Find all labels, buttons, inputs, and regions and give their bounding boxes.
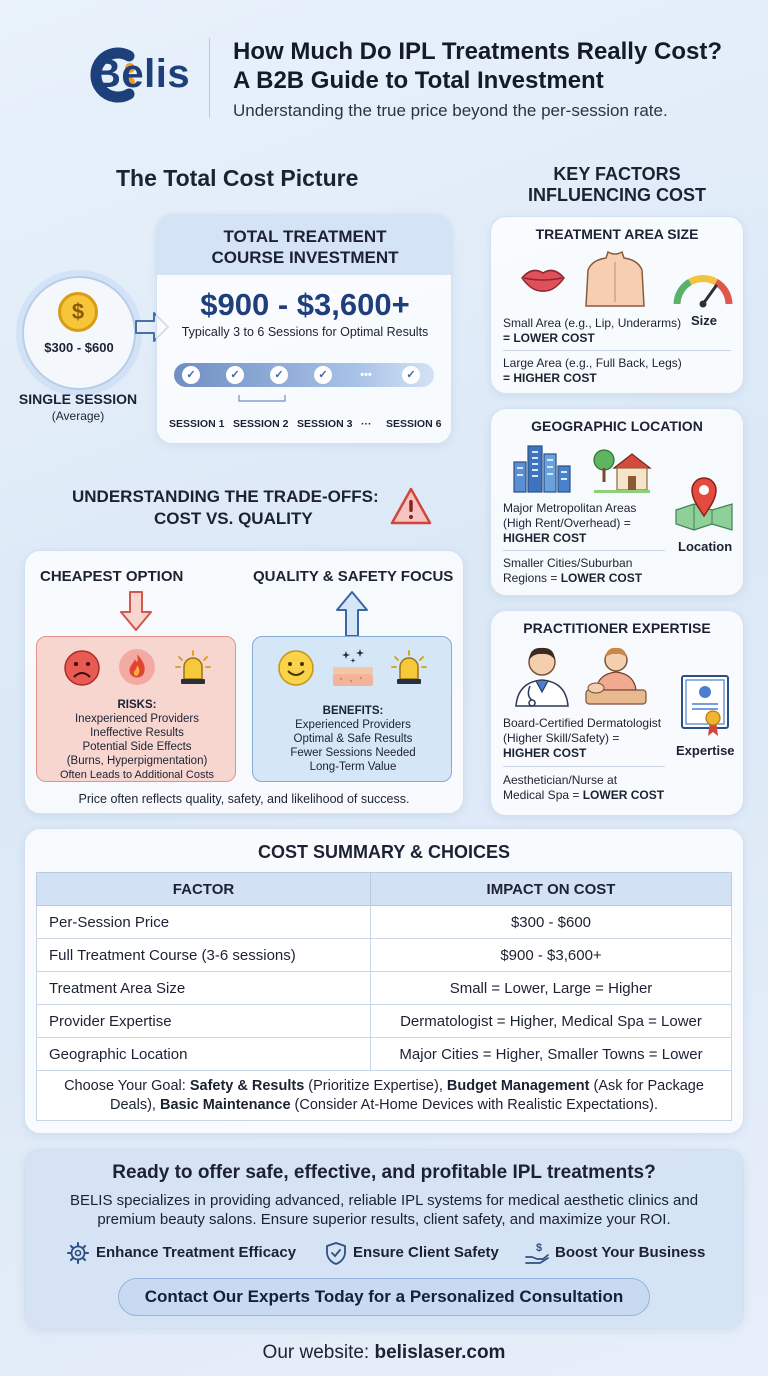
benefit-item: Fewer Sessions Needed xyxy=(290,747,416,759)
table-row xyxy=(37,906,732,939)
website-label: Our website: xyxy=(262,1342,375,1363)
total-cost-title: The Total Cost Picture xyxy=(116,165,359,191)
cheapest-option-title: CHEAPEST OPTION xyxy=(40,568,184,585)
gear-icon xyxy=(67,1242,89,1264)
smooth-skin-icon xyxy=(331,647,375,689)
table-row xyxy=(37,939,732,972)
goal-budget: Budget Management xyxy=(446,1078,590,1094)
expertise-nurse-text: Aesthetician/Nurse at xyxy=(503,773,618,787)
table-row xyxy=(37,1038,732,1071)
session-label: SESSION 6 xyxy=(386,418,442,430)
session-ellipsis: ··· xyxy=(361,418,372,430)
goal-note-text: Deals), xyxy=(110,1097,160,1113)
area-small-cost: = LOWER COST xyxy=(503,331,595,345)
investment-note: Typically 3 to 6 Sessions for Optimal Results xyxy=(181,325,429,339)
risk-item: Often Leads to Additional Costs xyxy=(59,769,215,781)
cost-summary-title: COST SUMMARY & CHOICES xyxy=(257,842,511,862)
sad-face-icon xyxy=(63,649,101,687)
table-header-impact: IMPACT ON COST xyxy=(371,873,732,906)
single-session-sub: (Average) xyxy=(51,409,105,423)
tradeoffs-footer: Price often reflects quality, safety, and likelihood of success. xyxy=(78,792,410,806)
expertise-nurse-row xyxy=(503,788,664,803)
goal-note-text: (Consider At-Home Devices with Realistic Expectations). xyxy=(290,1097,658,1113)
nurse-icon xyxy=(580,644,652,708)
goal-note-text: (Prioritize Expertise), xyxy=(304,1078,447,1094)
key-factors-title-line2: INFLUENCING COST xyxy=(528,185,706,205)
table-cell-factor: Per-Session Price xyxy=(37,906,371,939)
progress-check-icon: ✓ xyxy=(226,366,244,384)
table-header-factor: FACTOR xyxy=(37,873,371,906)
lips-icon xyxy=(520,264,566,294)
separator xyxy=(503,766,665,767)
goal-note-text: Choose Your Goal: xyxy=(64,1078,190,1094)
cta-title: Ready to offer safe, effective, and profitable IPL treatments? xyxy=(112,1162,656,1183)
key-factors-title-line1: KEY FACTORS xyxy=(553,164,681,184)
single-session-label: SINGLE SESSION xyxy=(18,391,138,407)
website-link[interactable]: belislaser.com xyxy=(374,1342,506,1363)
certificate-icon xyxy=(680,674,730,738)
goal-maintenance: Basic Maintenance xyxy=(159,1097,291,1113)
risks-title: RISKS: xyxy=(117,699,157,711)
dollar-coin-icon: $ xyxy=(58,292,98,332)
session-bracket xyxy=(237,395,287,405)
location-title: GEOGRAPHIC LOCATION xyxy=(531,418,703,434)
happy-face-icon xyxy=(277,649,315,687)
benefits-box xyxy=(252,636,452,782)
location-major-text: Major Metropolitan Areas xyxy=(503,501,637,515)
expertise-nurse-cost: LOWER COST xyxy=(582,788,665,802)
table-cell-factor: Full Treatment Course (3-6 sessions) xyxy=(37,939,371,972)
quality-focus-title: QUALITY & SAFETY FOCUS xyxy=(253,568,454,585)
table-cell-factor: Treatment Area Size xyxy=(37,972,371,1005)
suburban-house-icon xyxy=(592,446,652,494)
alert-siren-icon xyxy=(175,649,211,687)
session-label: SESSION 1 xyxy=(169,418,225,430)
risk-item: Potential Side Effects xyxy=(82,741,192,753)
page-subtitle: Understanding the true price beyond the per-session rate. xyxy=(233,101,668,120)
separator xyxy=(503,350,731,351)
area-large-cost: = HIGHER COST xyxy=(503,371,597,385)
benefit-item: Long-Term Value xyxy=(309,761,397,773)
goal-choice-note xyxy=(36,1071,732,1121)
alert-siren-icon xyxy=(391,649,427,687)
expertise-derm-text: (Higher Skill/Safety) = xyxy=(503,731,620,745)
risk-item: Inexperienced Providers xyxy=(74,713,199,725)
expertise-derm-cost: HIGHER COST xyxy=(503,746,587,760)
goal-safety: Safety & Results xyxy=(189,1078,305,1094)
session-label: SESSION 3 xyxy=(297,418,353,430)
progress-check-icon: ✓ xyxy=(270,366,288,384)
goal-note-text: (Ask for Package xyxy=(589,1078,704,1094)
page-title-line2: A B2B Guide to Total Investment xyxy=(233,67,604,94)
progress-check-icon: ✓ xyxy=(182,366,200,384)
tradeoffs-title-line1: UNDERSTANDING THE TRADE-OFFS: xyxy=(72,487,379,506)
benefit-item: Experienced Providers xyxy=(295,719,411,731)
money-hand-icon xyxy=(524,1240,550,1266)
single-session-price: $300 - $600 xyxy=(44,340,114,355)
size-icon-label: Size xyxy=(691,313,718,328)
table-row xyxy=(37,972,732,1005)
area-large-text: Large Area (e.g., Full Back, Legs) xyxy=(503,356,682,370)
table-cell-impact: Dermatologist = Higher, Medical Spa = Lower xyxy=(371,1005,732,1038)
benefits-title: BENEFITS: xyxy=(322,705,384,717)
tradeoffs-title-line2: COST VS. QUALITY xyxy=(154,509,313,528)
progress-ellipsis-icon: ••• xyxy=(360,369,372,381)
progress-check-icon: ✓ xyxy=(314,366,332,384)
page-title-line1: How Much Do IPL Treatments Really Cost? xyxy=(233,38,722,65)
arrow-up-icon xyxy=(334,590,370,638)
session-label: SESSION 2 xyxy=(233,418,289,430)
benefit-item: Optimal & Safe Results xyxy=(293,733,413,745)
expertise-title: PRACTITIONER EXPERTISE xyxy=(523,620,711,636)
website-line xyxy=(0,1342,768,1364)
progress-check-icon: ✓ xyxy=(402,366,420,384)
location-small-cost: LOWER COST xyxy=(560,571,643,585)
back-torso-icon xyxy=(582,250,648,308)
investment-title-line1: TOTAL TREATMENT xyxy=(223,227,387,246)
arrow-down-icon xyxy=(118,590,154,632)
shield-check-icon xyxy=(325,1241,347,1265)
area-small-text: Small Area (e.g., Lip, Underarms) xyxy=(503,316,682,330)
gauge-icon xyxy=(672,272,734,308)
total-investment-card xyxy=(156,214,452,444)
feature-safety: Ensure Client Safety xyxy=(353,1244,499,1261)
brand-name: Belis xyxy=(92,52,191,96)
location-small-row xyxy=(503,571,642,586)
cta-body-line1: BELIS specializes in providing advanced, reliable IPL systems for medical aesthetic clinics and xyxy=(69,1192,699,1209)
feature-business: Boost Your Business xyxy=(555,1244,706,1261)
cost-summary-table xyxy=(36,872,732,1071)
header-divider xyxy=(209,38,210,118)
table-cell-factor: Provider Expertise xyxy=(37,1005,371,1038)
table-cell-impact: Major Cities = Higher, Smaller Towns = Lower xyxy=(371,1038,732,1071)
location-small-text: Smaller Cities/Suburban xyxy=(503,556,633,570)
table-cell-impact: Small = Lower, Large = Higher xyxy=(371,972,732,1005)
expertise-nurse-text: Medical Spa = xyxy=(503,788,583,802)
table-row xyxy=(37,1005,732,1038)
map-pin-icon xyxy=(672,470,736,532)
table-cell-impact: $300 - $600 xyxy=(371,906,732,939)
location-icon-label: Location xyxy=(678,539,733,554)
contact-experts-button[interactable]: Contact Our Experts Today for a Personalized Consultation xyxy=(118,1278,650,1316)
city-skyline-icon xyxy=(510,440,574,494)
cta-body-line2: premium beauty salons. Ensure superior results, client safety, and maximize your ROI. xyxy=(97,1211,671,1228)
doctor-icon xyxy=(512,642,572,708)
svg-text:$: $ xyxy=(536,1242,543,1254)
separator xyxy=(503,550,665,551)
risks-box xyxy=(36,636,236,782)
investment-range: $900 - $3,600+ xyxy=(200,287,410,322)
burn-flame-icon xyxy=(117,647,157,687)
expertise-icon-label: Expertise xyxy=(676,743,735,758)
table-cell-impact: $900 - $3,600+ xyxy=(371,939,732,972)
table-header-row xyxy=(37,873,732,906)
feature-efficacy: Enhance Treatment Efficacy xyxy=(96,1244,297,1261)
investment-title-line2: COURSE INVESTMENT xyxy=(211,248,399,267)
session-progress-bar xyxy=(174,363,434,387)
location-small-text: Regions = xyxy=(503,571,561,585)
risk-item: (Burns, Hyperpigmentation) xyxy=(66,755,208,767)
expertise-derm-text: Board-Certified Dermatologist xyxy=(503,716,662,730)
risk-item: Ineffective Results xyxy=(90,727,184,739)
area-size-title: TREATMENT AREA SIZE xyxy=(535,226,699,242)
table-cell-factor: Geographic Location xyxy=(37,1038,371,1071)
location-major-cost: HIGHER COST xyxy=(503,531,587,545)
warning-icon xyxy=(390,486,432,526)
location-major-text: (High Rent/Overhead) = xyxy=(503,516,631,530)
